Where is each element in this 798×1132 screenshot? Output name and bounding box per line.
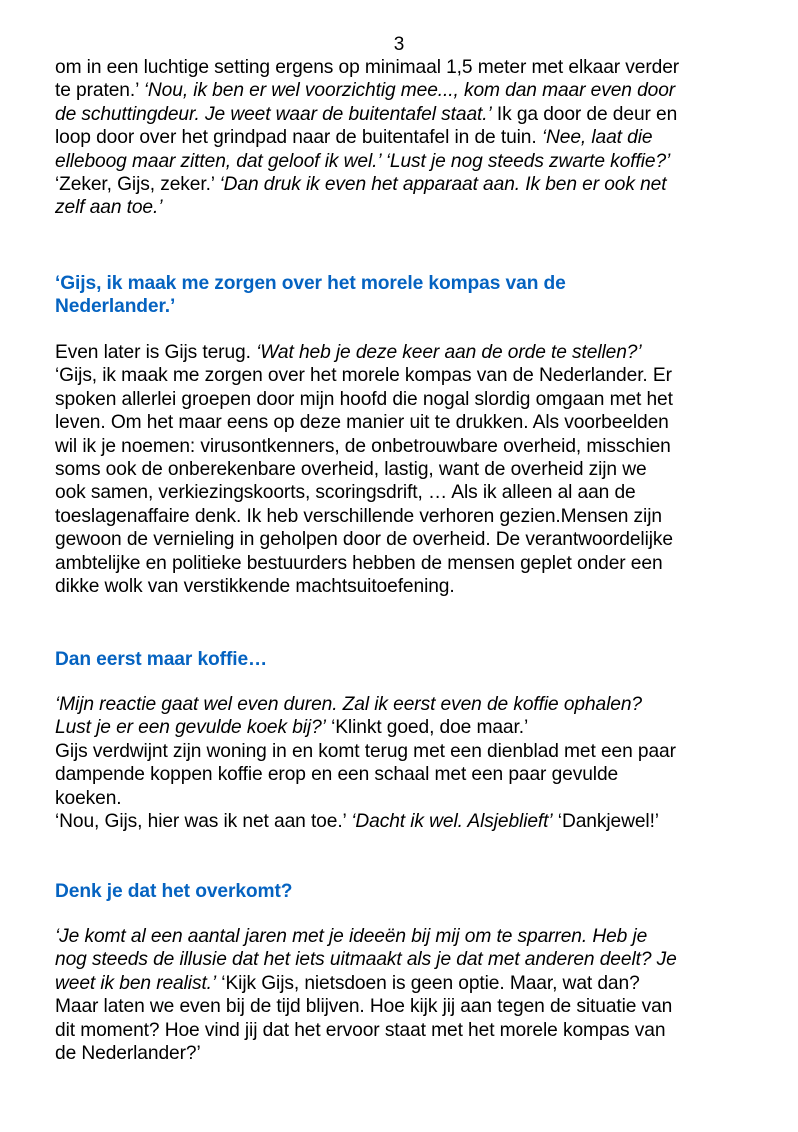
heading-koffie [55, 648, 755, 671]
italic-run: nog steeds de illusie dat het iets uitmaakt als je dat met anderen deelt? Je [55, 949, 677, 971]
heading-line: Nederlander.’ [55, 296, 176, 318]
text-line [55, 56, 755, 79]
text-run: ambtelijke en politieke bestuurders hebben de mensen geplet onder een [55, 552, 663, 574]
text-line [55, 505, 755, 528]
text-run: ‘Klinkt goed, doe maar.’ [325, 717, 529, 739]
text-line [55, 388, 755, 411]
text-run: dit moment? Hoe vind jij dat het ervoor staat met het morele kompas van [55, 1019, 666, 1041]
text-run: ‘Dankjewel!’ [552, 811, 659, 833]
paragraph-koffie [55, 693, 755, 833]
heading-line: ‘Gijs, ik maak me zorgen over het morele kompas van de [55, 273, 566, 294]
text-line [55, 972, 755, 995]
text-line [55, 787, 755, 810]
text-run: om in een luchtige setting ergens op minimaal 1,5 meter met elkaar verder [55, 57, 680, 78]
italic-run: weet ik ben realist.’ [55, 972, 217, 994]
text-line [55, 196, 755, 219]
italic-run: ‘Dan druk ik even het apparaat aan. Ik ben er ook net [219, 174, 667, 196]
text-run: de Nederlander?’ [55, 1043, 201, 1065]
text-run: loop door over het grindpad naar de buitentafel in de tuin. [55, 127, 542, 149]
italic-run: ‘Mijn reactie gaat wel even duren. Zal ik eerst even de koffie ophalen? [55, 694, 642, 715]
text-line [55, 528, 755, 551]
italic-run: zelf aan toe.’ [55, 197, 163, 219]
text-line [55, 481, 755, 504]
text-line [55, 995, 755, 1018]
italic-run: ‘Dacht ik wel. Alsjeblieft’ [351, 811, 553, 833]
page-number: 3 [393, 34, 405, 55]
text-line [55, 575, 755, 598]
italic-run: ‘Nou, ik ben er wel voorzichtig mee..., kom dan maar even door [143, 80, 676, 102]
paragraph-overkomt [55, 925, 755, 1065]
text-line [55, 79, 755, 102]
text-line [55, 693, 755, 716]
text-run: gewoon de vernieling in geholpen door de overheid. De verantwoordelijke [55, 529, 673, 551]
text-run: spoken allerlei groepen door mijn hoofd die nogal slordig omgaan met het [55, 388, 673, 410]
text-run: koeken. [55, 787, 122, 809]
text-run: te praten.’ [55, 80, 144, 102]
text-line [55, 1019, 755, 1042]
text-run: ‘Kijk Gijs, nietsdoen is geen optie. Maar, wat dan? [216, 972, 640, 994]
text-line [55, 925, 755, 948]
text-line [55, 150, 755, 173]
text-line [55, 763, 755, 786]
paragraph-concerns [55, 341, 755, 598]
text-run: ook samen, verkiezingskoorts, scoringsdrift, … Als ik alleen al aan de [55, 482, 636, 504]
text-line [55, 948, 755, 971]
italic-run: ‘Nee, laat die [541, 127, 653, 149]
text-run: ‘Nou, Gijs, hier was ik net aan toe.’ [55, 811, 352, 833]
heading-line: Denk je dat het overkomt? [55, 881, 293, 902]
text-run: Even later is Gijs terug. [55, 342, 257, 363]
text-line [55, 458, 755, 481]
italic-run: Lust je er een gevulde koek bij?’ [55, 717, 326, 739]
text-run: ‘Zeker, Gijs, zeker.’ [55, 174, 220, 196]
italic-run: ‘Je komt al een aantal jaren met je ideeën bij mij om te sparren. Heb je [55, 926, 648, 947]
text-line [55, 364, 755, 387]
text-line [55, 411, 755, 434]
paragraph-intro [55, 56, 755, 220]
text-line [55, 173, 755, 196]
italic-run: elleboog maar zitten, dat geloof ik wel.’ ‘Lust je nog steeds zwarte koffie?’ [55, 150, 671, 172]
text-line [55, 740, 755, 763]
text-line [55, 1042, 755, 1065]
text-run: Gijs verdwijnt zijn woning in en komt terug met een dienblad met een paar [55, 740, 676, 762]
text-run: toeslagenaffaire denk. Ik heb verschillende verhoren gezien.Mensen zijn [55, 505, 662, 527]
heading-line: Dan eerst maar koffie… [55, 649, 268, 670]
text-run: Ik ga door de deur en [491, 103, 678, 125]
text-run: wil ik je noemen: virusontkenners, de onbetrouwbare overheid, misschien [55, 435, 671, 457]
text-line [55, 103, 755, 126]
text-line [55, 435, 755, 458]
heading-overkomt [55, 880, 755, 903]
text-line [55, 810, 755, 833]
text-run: dampende koppen koffie erop en een schaal met een paar gevulde [55, 764, 619, 786]
text-run: Maar laten we even bij de tijd blijven. Hoe kijk jij aan tegen de situatie van [55, 996, 673, 1018]
text-run: ‘Gijs, ik maak me zorgen over het morele kompas van de Nederlander. Er [55, 365, 672, 387]
text-run: leven. Om het maar eens op deze manier uit te drukken. Als voorbeelden [55, 412, 669, 434]
text-line [55, 341, 755, 364]
italic-run: de schuttingdeur. Je weet waar de buitentafel staat.’ [55, 103, 492, 125]
text-run: soms ook de onberekenbare overheid, lastig, want de overheid zijn we [55, 459, 647, 481]
italic-run: ‘Wat heb je deze keer aan de orde te stellen?’ [256, 342, 642, 363]
heading-morele-kompas [55, 272, 755, 319]
text-line [55, 552, 755, 575]
text-line [55, 126, 755, 149]
text-run: dikke wolk van verstikkende machtsuitoefening. [55, 576, 455, 598]
text-line [55, 716, 755, 739]
